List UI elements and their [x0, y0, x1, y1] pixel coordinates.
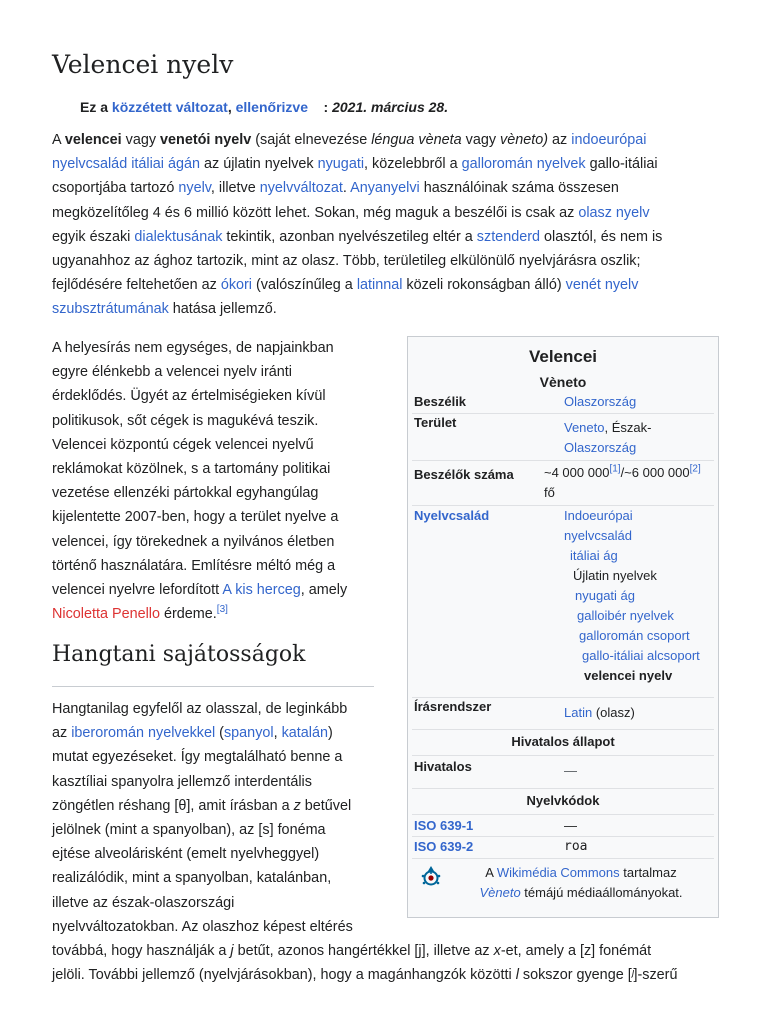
text-run: ,: [273, 725, 282, 742]
family-tree: [564, 506, 714, 686]
text-line: [52, 201, 702, 225]
value-script: [564, 703, 714, 723]
text-line: [52, 745, 384, 769]
section-divider: [52, 686, 374, 687]
wiki-link[interactable]: dialektusának: [134, 228, 223, 245]
infobox-divider: [412, 755, 714, 756]
text-run: csoportjába tartozó: [52, 180, 179, 197]
text-line: [52, 891, 384, 915]
script-note: (olasz): [592, 705, 635, 720]
text-line: [52, 697, 384, 721]
value-speakers: [544, 463, 714, 503]
family-italic[interactable]: itáliai ág: [570, 548, 618, 563]
text-run: .: [342, 180, 351, 197]
italic-term: z: [293, 797, 301, 814]
text-run: az: [52, 725, 72, 742]
text-line: [52, 152, 702, 176]
revision-note: [80, 99, 448, 115]
note-colon: :: [323, 99, 329, 115]
text-run: olasztól, és nem is: [540, 228, 663, 245]
text-line: [52, 481, 384, 505]
family-venetian: velencei nyelv: [584, 668, 673, 683]
wiki-link[interactable]: olasz nyelv: [578, 204, 650, 221]
text-run: A: [52, 132, 65, 148]
label-spoken-in: Beszélik: [414, 394, 467, 409]
value-official: —: [564, 763, 577, 778]
infobox-divider: [412, 413, 714, 414]
text-line: [52, 939, 722, 963]
text-run: , amely: [300, 582, 348, 599]
label-iso1[interactable]: ISO 639-1: [414, 818, 474, 833]
family-indoeuropean-2[interactable]: nyelvcsalád: [564, 528, 632, 543]
text-line: [52, 842, 384, 866]
text-run: realizálódik, mint a spanyolban, katalánban,: [52, 870, 332, 887]
value-iso1: —: [564, 818, 577, 833]
section-language-codes: Nyelvkódok: [526, 793, 600, 808]
spelling-paragraph: [52, 336, 384, 626]
wiki-link[interactable]: Anyanyelvi: [350, 180, 420, 197]
wiki-link[interactable]: katalán: [281, 725, 328, 742]
family-galloitalic[interactable]: gallo-itáliai alcsoport: [582, 648, 700, 663]
label-official: Hivatalos: [414, 759, 472, 774]
text-run: velencei nyelvre lefordított: [52, 582, 223, 599]
infobox: [407, 336, 719, 918]
text-run: jelölnek (mint a spanyolban), az [s] fonéma: [52, 822, 326, 839]
wiki-link[interactable]: indoeurópai: [571, 132, 647, 148]
infobox-divider: [412, 460, 714, 461]
commons-link[interactable]: Wikimédia Commons: [496, 865, 620, 880]
italic-term: x: [493, 943, 501, 959]
text-line: [52, 578, 384, 602]
text-run: zöngétlen réshang [θ], amit írásban a: [52, 797, 294, 814]
text-line: [52, 915, 384, 939]
phonology-paragraph: [52, 697, 384, 939]
note-prefix: Ez a: [80, 99, 109, 115]
wiki-link[interactable]: szubsztrátumának: [52, 301, 169, 318]
speakers-high: /~6 000 000: [620, 465, 690, 480]
text-run: -et, amely a [z] fonémát: [500, 943, 652, 959]
red-link[interactable]: Nicoletta Penello: [52, 606, 160, 623]
text-line: [52, 409, 384, 433]
text-run: betűt, azonos hangértékkel [j], illetve az: [233, 943, 494, 959]
wiki-link[interactable]: nyelv: [178, 180, 211, 197]
text-run: , közelebbről a: [364, 156, 462, 173]
bold-term: velencei: [64, 132, 122, 148]
text-run: az újlatin nyelvek: [200, 156, 318, 173]
speakers-unit: fő: [544, 485, 555, 500]
infobox-subtitle: Vèneto: [539, 374, 587, 390]
text-run: nyelvváltozatokban. Az olaszhoz képest eltérés: [52, 918, 353, 935]
section-heading: Hangtani sajátosságok: [52, 642, 306, 667]
text-run: (: [215, 725, 224, 742]
text-run: , illetve: [210, 180, 260, 197]
link-italy[interactable]: Olaszország: [564, 440, 637, 455]
text-run: fejlődésére feltehetően az: [52, 277, 221, 294]
text-run: kijelentette 2007-ben, hogy a terület nyelve a: [52, 509, 339, 526]
text-line: [52, 530, 384, 554]
italic-term: l: [515, 967, 519, 984]
text-run: kasztíliai spanyolra jellemző interdentális: [52, 773, 312, 790]
label-speakers: Beszélők száma: [414, 467, 514, 482]
text-run: A helyesírás nem egységes, de napjainkban: [52, 340, 334, 356]
label-area: Terület: [414, 415, 457, 430]
text-line: [52, 225, 702, 249]
text-run: az: [548, 132, 572, 148]
bold-term: venetói nyelv: [160, 132, 252, 148]
text-run: illetve az észak-olaszországi: [52, 894, 235, 911]
reference-sup: [217, 604, 228, 615]
text-run: Velencei központú cégek velencei nyelvű: [52, 436, 314, 453]
wiki-link[interactable]: nyugati: [317, 156, 365, 173]
link-spoken-in[interactable]: Olaszország: [564, 394, 637, 409]
text-run: vagy: [461, 132, 501, 148]
page-title: Velencei nyelv: [52, 50, 234, 79]
text-run: érdeklődés. Ügyét az értelmiségieken kívül: [52, 388, 326, 405]
text-run: vezetése ellenzéki pártokkal egyhangúlag: [52, 485, 319, 502]
wiki-link[interactable]: itáliai ágán: [131, 156, 201, 173]
link-veneto[interactable]: Veneto: [564, 420, 605, 435]
infobox-divider: [412, 729, 714, 730]
text-line: [52, 794, 384, 818]
italic-term: vèneto): [500, 132, 549, 148]
italic-term: léngua vèneta: [371, 132, 462, 148]
text-line: [52, 602, 384, 626]
link-latin[interactable]: Latin: [564, 705, 593, 720]
label-script: Írásrendszer: [414, 699, 492, 714]
text-run: történő használatára. Említésre méltó még a: [52, 557, 336, 574]
speakers-low: ~4 000 000: [544, 465, 610, 480]
text-line: [52, 128, 702, 152]
wiki-link[interactable]: venét nyelv: [565, 277, 639, 294]
text-run: ): [328, 725, 333, 742]
family-galloiberian[interactable]: galloibér nyelvek: [577, 608, 674, 623]
text-run: velencei, így törekednek a nyilvános életben: [52, 533, 335, 550]
text-run: használóinak száma összesen: [419, 180, 619, 197]
ref-2[interactable]: [2]: [689, 463, 701, 475]
label-family[interactable]: Nyelvcsalád: [414, 508, 490, 523]
reference-link[interactable]: [3]: [216, 604, 228, 616]
text-run: érdeme.: [160, 606, 217, 623]
commons-text-a: A: [485, 865, 497, 880]
infobox-divider: [412, 858, 714, 859]
commons-text-c: témájú médiaállományokat.: [520, 885, 683, 900]
text-run: Hangtanilag egyfelől az olasszal, de leginkább: [52, 701, 348, 717]
section-official-status: Hivatalos állapot: [511, 734, 615, 749]
text-line: [52, 273, 702, 297]
note-date: 2021. március 28.: [332, 99, 449, 115]
italic-term: ʲ: [631, 967, 634, 984]
commons-category-link[interactable]: Vèneto: [479, 885, 521, 900]
published-version-link[interactable]: közzétett változat: [111, 99, 228, 115]
wiki-link[interactable]: iberoromán nyelvekkel: [71, 725, 216, 742]
italic-term: j: [230, 943, 234, 959]
wikimedia-commons-icon: [420, 865, 442, 887]
text-run: sokszor gyenge [: [518, 967, 632, 984]
label-iso2[interactable]: ISO 639-2: [414, 839, 474, 854]
text-run: továbbá, hogy használják a: [52, 943, 231, 959]
family-galloromance[interactable]: galloromán csoport: [579, 628, 690, 643]
infobox-divider: [412, 814, 714, 815]
wiki-link[interactable]: galloromán nyelvek: [461, 156, 586, 173]
text-run: ]-szerű: [633, 967, 678, 984]
text-run: betűvel: [300, 797, 352, 814]
text-line: [52, 866, 384, 890]
area-sep: , Észak-: [604, 420, 652, 435]
commons-notice: [450, 863, 712, 903]
ref-1[interactable]: [1]: [609, 463, 621, 475]
text-run: politikusok, sőt cégek is magukévá teszik.: [52, 412, 319, 429]
text-run: (saját elnevezése: [251, 132, 372, 148]
text-run: hatása jellemző.: [168, 301, 277, 318]
family-romance: Újlatin nyelvek: [573, 568, 657, 583]
wiki-link[interactable]: sztenderd: [476, 228, 540, 245]
text-run: jelöli. További jellemző (nyelvjárásokban), hogy a magánhangzók közötti: [52, 967, 516, 984]
text-line: [52, 963, 722, 987]
text-run: megközelítőleg 4 és 6 millió között lehet. Sokan, még maguk a beszélői is csak az: [52, 204, 579, 221]
text-line: [52, 297, 702, 321]
value-iso2: roa: [564, 839, 588, 854]
wiki-link[interactable]: nyelvváltozat: [259, 180, 343, 197]
text-line: [52, 249, 702, 273]
text-run: ugyanahhoz az ághoz tartozik, mint az olasz. Több, területileg elkülönülő nyelvjárásra oszlik;: [52, 253, 641, 270]
reviewed-link[interactable]: ellenőrizve: [235, 99, 308, 115]
text-line: [52, 384, 384, 408]
text-run: tekintik, azonban nyelvészetileg eltér a: [222, 228, 477, 245]
text-run: (valószínűleg a: [252, 277, 357, 294]
intro-paragraph: [52, 128, 702, 322]
text-run: közeli rokonságban álló): [402, 277, 566, 294]
infobox-title: Velencei: [528, 347, 598, 366]
family-indoeuropean[interactable]: Indoeurópai: [564, 508, 633, 523]
commons-text-b: tartalmaz: [619, 865, 677, 880]
text-line: [52, 770, 384, 794]
wiki-link[interactable]: ókori: [220, 277, 253, 294]
note-comma: ,: [227, 99, 232, 115]
text-run: gallo-itáliai: [585, 156, 658, 173]
wiki-link[interactable]: nyelvcsalád: [52, 156, 128, 173]
text-line: [52, 176, 702, 200]
text-run: vagy: [121, 132, 161, 148]
text-run: ejtése alveolárisként (emelt nyelvheggyel): [52, 846, 320, 863]
text-line: [52, 433, 384, 457]
text-line: [52, 721, 384, 745]
family-western[interactable]: nyugati ág: [575, 588, 635, 603]
text-line: [52, 554, 384, 578]
text-run: mutat egyezéseket. Így megtalálható benne a: [52, 749, 343, 766]
text-run: egyik északi: [52, 228, 135, 245]
infobox-divider: [412, 788, 714, 789]
text-line: [52, 360, 384, 384]
phonology-paragraph-continued: [52, 939, 722, 987]
text-line: [52, 336, 384, 360]
value-area: [564, 418, 714, 458]
text-line: [52, 457, 384, 481]
wiki-link[interactable]: latinnal: [356, 277, 403, 294]
text-run: egyre élénkebb a velencei nyelv iránti: [52, 364, 292, 381]
text-run: reklámokat közölnek, s a tartomány politikai: [52, 461, 331, 478]
wiki-link[interactable]: A kis herceg: [222, 582, 301, 599]
wiki-link[interactable]: spanyol: [223, 725, 274, 742]
text-line: [52, 505, 384, 529]
text-line: [52, 818, 384, 842]
